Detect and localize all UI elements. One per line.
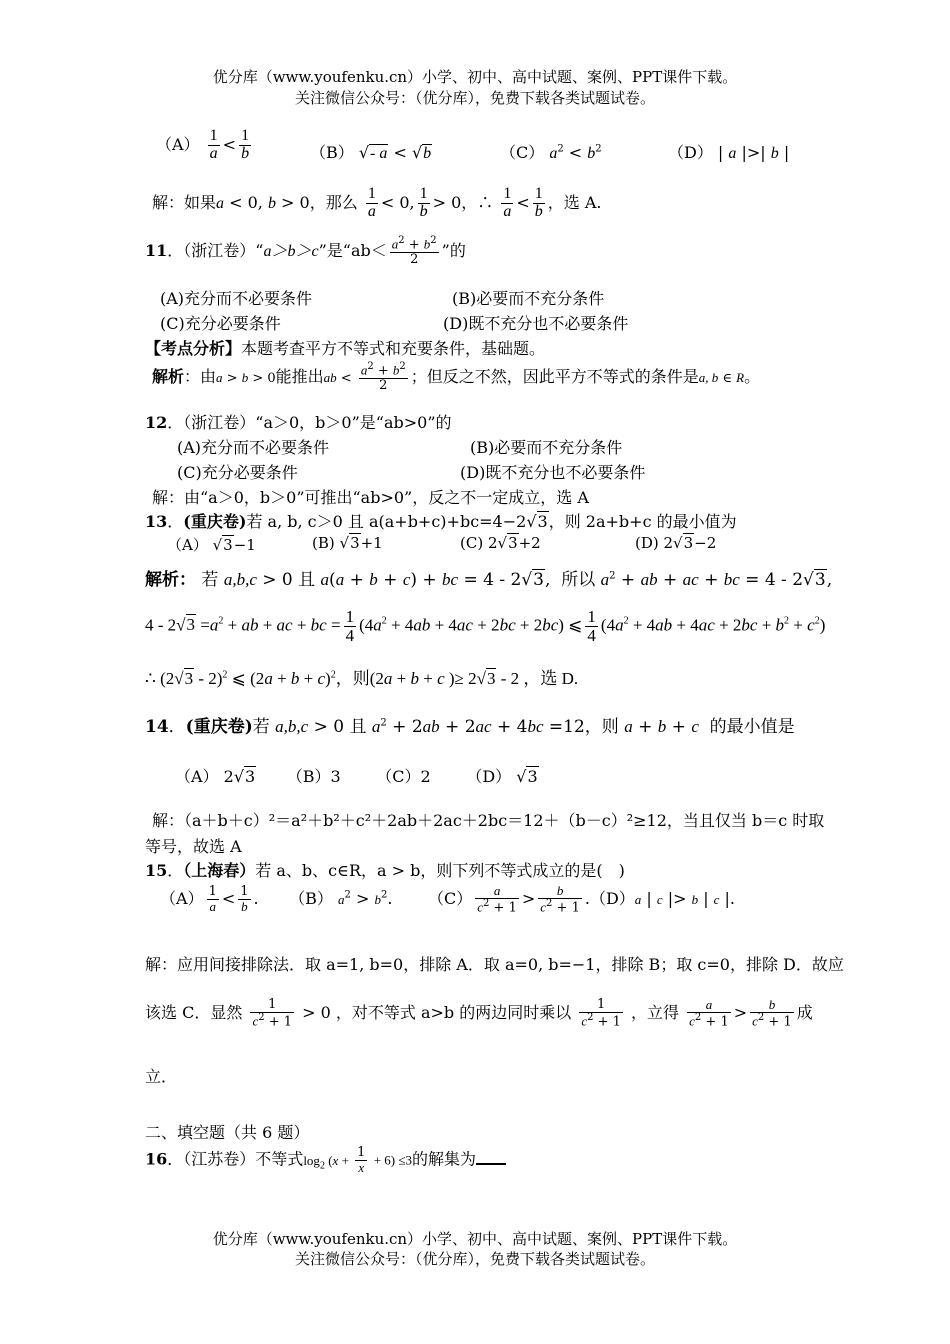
q11-analysis: 【考点分析】本题考查平方不等式和充要条件，基础题。 — [145, 339, 546, 358]
q15-solution-line-2: 该选 C．显然 $\frac{1}{c^2 + 1}$ > 0 ，对不等式 a>b 的两边同时乘以 $\frac{1}{c^2 + 1}$ ，立得 $\frac{a}{c^2 + 1}$ > $\frac{b}{c^2 + 1}$ 成 — [145, 997, 813, 1029]
q13-option-a: （A） √3−1 — [167, 536, 256, 554]
header-line-1: 优分库（www.youfenku.cn）小学、初中、高中试题、案例、PPT课件下载。 — [212, 68, 738, 86]
q14-solution-line-1: 解：（a＋b＋c）²＝a²＋b²＋c²＋2ab＋2ac＋2bc＝12＋（b－c）²≥12，当且仅当 b＝c 时取 — [152, 811, 825, 830]
q13-option-b: (B) √3+1 — [312, 534, 383, 552]
q16-stem: 16．（江苏卷）不等式$\log_2 (x$ + $\frac{1}{x}$ + 6) ≤3的解集为 — [145, 1146, 506, 1174]
q10-option-b: （B） √- a < √b — [310, 143, 432, 162]
header-line-2: 关注微信公众号：（优分库），免费下载各类试题试卷。 — [294, 89, 655, 107]
q12-option-d: (D)既不充分也不必要条件 — [460, 463, 646, 482]
q13-option-c: (C) 2√3+2 — [460, 534, 541, 552]
q12-option-c: (C)充分必要条件 — [177, 463, 298, 482]
section-fill-in-title: 二、填空题（共 6 题） — [145, 1123, 310, 1142]
q11-stem: 11．（浙江卷）“a＞b＞c”是“ab＜ $\frac{a^2 + b^2}{2}$ ”的 — [145, 235, 466, 267]
q15-stem: 15．（上海春）若 a、b、c∈R，a > b，则下列不等式成立的是( ) — [145, 861, 625, 880]
q15-solution-line-1: 解：应用间接排除法．取 a=1, b=0，排除 A．取 a=0, b=−1，排除 B；取 c=0，排除 D．故应 — [145, 955, 844, 974]
q10-option-c: （C） $a^2 < b^2$ — [500, 143, 602, 162]
q10-option-a: （A） $\frac{1}{a}$ < $\frac{1}{b}$ — [156, 127, 250, 162]
q13-stem: 13．(重庆卷)若 a, b, c＞0 且 a(a+b+c)+bc=4−2√3，则 2a+b+c 的最小值为 — [145, 512, 737, 531]
q13-solution-line-2: $4 - 2√3 =a^2$ + ab + ac + bc = $\frac{1}{4}$ $(4a^2 + 4ab + 4ac + 2bc + 2bc)$ ⩽ $\frac{1}{4}$ $(4a^2 + 4ab + 4ac + 2bc + b^2 + c^2)$ — [145, 607, 826, 645]
q13-option-d: (D) 2√3−2 — [635, 534, 717, 552]
q13-solution-line-3: ∴ (2√3 - 2)$^2$ ⩽ $(2a + b + c)^2$，则(2a + b + c )≥ 2√3 - 2 ，选 D. — [145, 669, 579, 688]
q14-options: （A） 2√3 （B）3 （C）2 （D） √3 — [175, 767, 538, 786]
q15-options: （A） $\frac{1}{a}$ < $\frac{1}{b}$ . （B） $a^2 > b^2$. （C） $\frac{a}{c^2 + 1}$ > $\frac{b}{c^2 + 1}$ .（D）a | c |> b | c |. — [160, 883, 736, 915]
q12-solution: 解：由“a＞0，b＞0”可推出“ab>0”，反之不一定成立，选 A — [152, 488, 589, 507]
q11-option-a: (A)充分而不必要条件 — [160, 289, 313, 308]
q12-option-a: (A)充分而不必要条件 — [177, 438, 330, 457]
q11-option-c: (C)充分必要条件 — [160, 314, 281, 333]
q16-answer-blank[interactable] — [476, 1149, 506, 1165]
q11-option-d: (D)既不充分也不必要条件 — [443, 314, 629, 333]
q12-stem: 12．（浙江卷）“a＞0，b＞0”是“ab>0”的 — [145, 413, 452, 432]
footer-line-1: 优分库（www.youfenku.cn）小学、初中、高中试题、案例、PPT课件下载。 — [212, 1230, 738, 1248]
q14-solution-line-2: 等号，故选 A — [145, 837, 242, 856]
q14-stem: 14．(重庆卷)若 a,b,c > 0 且 $a^2 + 2ab + 2ac + 4bc =12$，则 a + b + c 的最小值是 — [145, 717, 795, 737]
q15-solution-line-3: 立． — [145, 1067, 178, 1086]
q11-solution: 解析：由a > b > 0能推出ab < $\frac{a^2 + b^2}{2}$ ；但反之不然，因此平方不等式的条件是a, b ∈ R。 — [152, 361, 761, 393]
q11-option-b: (B)必要而不充分条件 — [452, 289, 605, 308]
q10-option-d: （D） | a |>| b | — [668, 143, 790, 162]
q13-solution-line-1: 解析： 若 a,b,c > 0 且 a(a + b + c) + bc = 4 - 2√3, 所以 $a^2$ + ab + ac + bc = 4 - 2√3, — [145, 570, 833, 590]
footer-line-2: 关注微信公众号：（优分库），免费下载各类试题试卷。 — [294, 1250, 655, 1268]
q12-option-b: (B)必要而不充分条件 — [470, 438, 623, 457]
q10-solution: 解：如果a < 0, b > 0，那么 $\frac{1}{a}$ < 0, $\frac{1}{b}$ > 0，∴ $\frac{1}{a}$ < $\frac{1}{b}$ ，选 A. — [152, 185, 602, 220]
